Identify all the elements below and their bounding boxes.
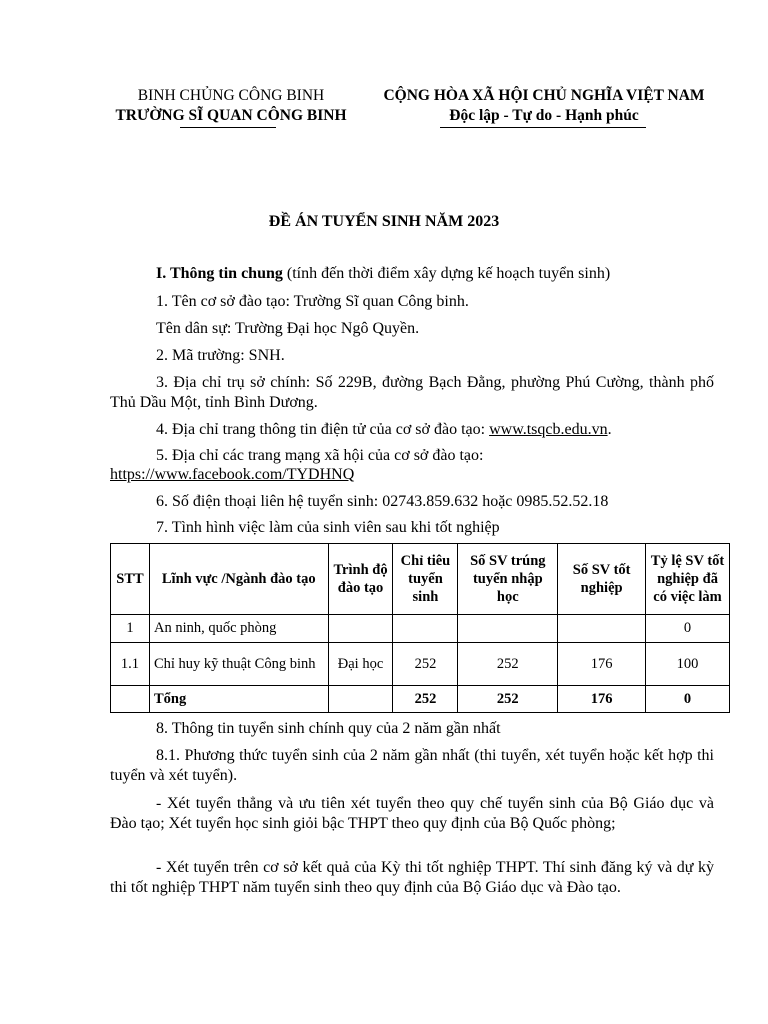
line-admission-method: 8.1. Phương thức tuyển sinh của 2 năm gần nhất (thi tuyển, xét tuyển hoặc kết hợp thi tuyển và xét tuyển). [110,747,714,784]
facebook-link[interactable]: https://www.facebook.com/TYDHNQ [110,466,355,483]
th-enrolled: Số SV trúng tuyển nhập học [458,544,558,615]
cell-enrolled: 252 [458,643,558,686]
line-institution-name: 1. Tên cơ sở đào tạo: Trường Sĩ quan Công binh. [156,293,469,310]
th-quota: Chỉ tiêu tuyển sinh [393,544,458,615]
cell-stt: 1 [111,615,150,643]
header-right-divider [440,127,646,128]
section1-heading-bold: I. Thông tin chung [156,265,283,282]
header-right-line2: Độc lập - Tự do - Hạnh phúc [449,107,639,124]
cell-total-graduated: 176 [558,686,646,713]
cell-stt: 1.1 [111,643,150,686]
line-social-link-row [110,465,714,485]
cell-total-employed: 0 [646,686,730,713]
cell-empty [111,686,150,713]
document-title: ĐỀ ÁN TUYỂN SINH NĂM 2023 [268,213,500,230]
cell-graduated [558,615,646,643]
line-school-code: 2. Mã trường: SNH. [156,347,285,364]
header-right-line1: CỘNG HÒA XÃ HỘI CHỦ NGHĨA VIỆT NAM [383,87,705,104]
website-link[interactable]: www.tsqcb.edu.vn [489,421,608,438]
cell-employed: 100 [646,643,730,686]
line-direct-admission: - Xét tuyển thẳng và ưu tiên xét tuyển theo quy chế tuyển sinh của Bộ Giáo dục và Đào tạo; Xét tuyển học sinh giỏi bậc THPT theo quy định của Bộ Quốc phòng; [110,795,714,832]
line-phone: 6. Số điện thoại liên hệ tuyển sinh: 02743.859.632 hoặc 0985.52.52.18 [156,493,609,510]
table-total-row [111,686,730,713]
line-social: 5. Địa chỉ các trang mạng xã hội của cơ sở đào tạo: [156,447,484,464]
th-field: Lĩnh vực /Ngành đào tạo [149,544,328,615]
line-exam-admission: - Xét tuyển trên cơ sở kết quả của Kỳ thi tốt nghiệp THPT. Thí sinh đăng ký và dự kỳ thi tốt nghiệp THPT năm tuyển sinh theo quy định của Bộ Giáo dục và Đào tạo. [110,859,714,896]
line-website-prefix: 4. Địa chỉ trang thông tin điện tử của cơ sở đào tạo: [156,421,490,438]
th-level: Trình độ đào tạo [328,544,393,615]
line-address: 3. Địa chỉ trụ sở chính: Số 229B, đường Bạch Đằng, phường Phú Cường, thành phố Thủ Dầu Một, tỉnh Bình Dương. [110,374,714,411]
cell-quota [393,615,458,643]
th-stt: STT [111,544,150,615]
cell-quota: 252 [393,643,458,686]
th-employed: Tỷ lệ SV tốt nghiệp đã có việc làm [646,544,730,615]
cell-employed: 0 [646,615,730,643]
section1-heading [110,264,714,284]
line-admission-info: 8. Thông tin tuyển sinh chính quy của 2 năm gần nhất [156,720,501,737]
cell-enrolled [458,615,558,643]
cell-level: Đại học [328,643,393,686]
header-left-divider [180,127,276,128]
cell-total-label: Tổng [149,686,328,713]
employment-table [110,543,730,713]
cell-graduated: 176 [558,643,646,686]
line-website [110,420,714,440]
header-left-line1: BINH CHỦNG CÔNG BINH [137,87,325,104]
cell-field: An ninh, quốc phòng [149,615,328,643]
cell-total-enrolled: 252 [458,686,558,713]
cell-total-quota: 252 [393,686,458,713]
header-left [96,86,366,126]
line-civil-name: Tên dân sự: Trường Đại học Ngô Quyền. [156,320,420,337]
cell-empty [328,686,393,713]
table-row [111,643,730,686]
th-graduated: Số SV tốt nghiệp [558,544,646,615]
table-header-row [111,544,730,615]
line-website-suffix: . [607,421,612,438]
cell-level [328,615,393,643]
section1-heading-rest: (tính đến thời điểm xây dựng kế hoạch tuyển sinh) [282,265,611,282]
cell-field: Chỉ huy kỹ thuật Công binh [149,643,328,686]
header-right [362,86,726,126]
line-employment: 7. Tình hình việc làm của sinh viên sau khi tốt nghiệp [156,519,500,536]
header-left-line2: TRƯỜNG SĨ QUAN CÔNG BINH [115,107,347,124]
table-row [111,615,730,643]
